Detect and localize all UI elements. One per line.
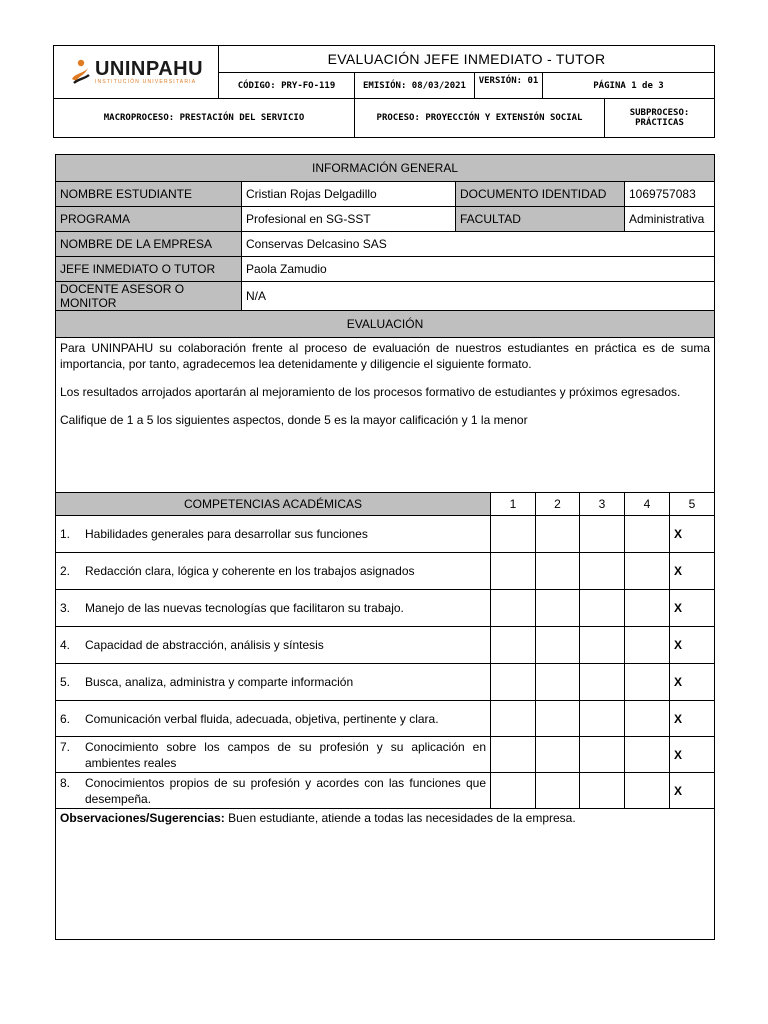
item-text: Conocimiento sobre los campos de su profesión y su aplicación en ambientes reales — [85, 739, 486, 770]
score-cell-2[interactable] — [536, 664, 580, 701]
document-value[interactable]: 1069757083 — [625, 182, 715, 207]
item-text: Capacidad de abstracción, análisis y síntesis — [85, 638, 324, 652]
logo — [54, 46, 219, 99]
score-cell-3[interactable] — [580, 664, 625, 701]
score-cell-1[interactable] — [491, 701, 536, 737]
logo-name: UNINPAHU — [94, 58, 204, 80]
score-cell-3[interactable] — [580, 553, 625, 590]
score-cell-2[interactable] — [536, 553, 580, 590]
faculty-value[interactable]: Administrativa — [625, 207, 715, 232]
score-cell-3[interactable] — [580, 773, 625, 809]
score-cell-2[interactable] — [536, 701, 580, 737]
scale-3-header: 3 — [580, 493, 625, 516]
score-cell-5[interactable]: X — [670, 553, 715, 590]
table-row — [56, 664, 715, 701]
item-number: 8. — [60, 775, 71, 790]
observations-value: Buen estudiante, atiende a todas las necesidades de la empresa. — [228, 811, 576, 825]
score-cell-4[interactable] — [625, 737, 670, 773]
logo-subtitle: INSTITUCIÓN UNIVERSITARIA — [94, 79, 197, 85]
item-number: 3. — [60, 601, 71, 615]
item-text: Habilidades generales para desarrollar sus funciones — [85, 527, 368, 541]
document-label: DOCUMENTO IDENTIDAD — [456, 182, 625, 207]
score-cell-1[interactable] — [491, 516, 536, 553]
observations-label: Observaciones/Sugerencias: — [60, 811, 225, 825]
score-cell-5[interactable]: X — [670, 590, 715, 627]
evaluation-instructions — [56, 338, 715, 493]
score-cell-1[interactable] — [491, 664, 536, 701]
boss-value[interactable]: Paola Zamudio — [242, 257, 715, 282]
program-label: PROGRAMA — [56, 207, 242, 232]
score-cell-4[interactable] — [625, 553, 670, 590]
item-number: 4. — [60, 638, 71, 652]
macroprocess: MACROPROCESO: PRESTACIÓN DEL SERVICIO — [54, 99, 355, 138]
score-cell-5[interactable]: X — [670, 737, 715, 773]
score-cell-5[interactable]: X — [670, 664, 715, 701]
scale-2-header: 2 — [536, 493, 580, 516]
item-number: 2. — [60, 564, 71, 578]
item-number: 5. — [60, 675, 71, 689]
score-cell-5[interactable]: X — [670, 773, 715, 809]
score-cell-2[interactable] — [536, 516, 580, 553]
competencies-title: COMPETENCIAS ACADÉMICAS — [56, 493, 491, 516]
scale-1-header: 1 — [491, 493, 536, 516]
advisor-value[interactable]: N/A — [242, 282, 715, 311]
program-value[interactable]: Profesional en SG-SST — [242, 207, 456, 232]
score-cell-1[interactable] — [491, 627, 536, 664]
item-text: Busca, analiza, administra y comparte información — [85, 675, 354, 689]
score-cell-5[interactable]: X — [670, 701, 715, 737]
item-text: Manejo de las nuevas tecnologías que facilitaron su trabajo. — [85, 601, 404, 615]
table-row — [56, 627, 715, 664]
student-label: NOMBRE ESTUDIANTE — [56, 182, 242, 207]
score-cell-1[interactable] — [491, 590, 536, 627]
company-label: NOMBRE DE LA EMPRESA — [56, 232, 242, 257]
score-cell-3[interactable] — [580, 590, 625, 627]
form-page: PÁGINA 1 de 3 — [543, 73, 715, 99]
company-value[interactable]: Conservas Delcasino SAS — [242, 232, 715, 257]
item-number: 1. — [60, 527, 71, 541]
table-row — [56, 516, 715, 553]
intro-paragraph-1: Para UNINPAHU su colaboración frente al proceso de evaluación de nuestros estudiantes en práctica es de suma importancia, por tanto, agradecemos lea detenidamente y diligencie el siguiente formato. — [60, 341, 711, 371]
evaluation-form — [55, 154, 715, 940]
score-cell-3[interactable] — [580, 516, 625, 553]
scale-4-header: 4 — [625, 493, 670, 516]
faculty-label: FACULTAD — [456, 207, 625, 232]
score-cell-4[interactable] — [625, 516, 670, 553]
item-text: Conocimientos propios de su profesión y acordes con las funciones que desempeña. — [85, 775, 486, 806]
table-row — [56, 553, 715, 590]
table-row — [56, 773, 715, 809]
score-cell-3[interactable] — [580, 737, 625, 773]
subprocess: SUBPROCESO: PRÁCTICAS — [605, 99, 715, 138]
form-emission: EMISIÓN: 08/03/2021 — [355, 73, 475, 99]
score-cell-4[interactable] — [625, 627, 670, 664]
document-header — [53, 45, 715, 138]
table-row — [56, 737, 715, 773]
form-code: CÓDIGO: PRY-FO-119 — [219, 73, 355, 99]
uninpahu-logo-icon — [69, 59, 91, 85]
score-cell-2[interactable] — [536, 590, 580, 627]
score-cell-3[interactable] — [580, 627, 625, 664]
score-cell-1[interactable] — [491, 553, 536, 590]
boss-label: JEFE INMEDIATO O TUTOR — [56, 257, 242, 282]
item-number: 7. — [60, 739, 71, 754]
score-cell-1[interactable] — [491, 737, 536, 773]
score-cell-4[interactable] — [625, 701, 670, 737]
score-cell-2[interactable] — [536, 773, 580, 809]
observations-field[interactable] — [56, 809, 715, 940]
process: PROCESO: PROYECCIÓN Y EXTENSIÓN SOCIAL — [355, 99, 605, 138]
evaluation-title: EVALUACIÓN — [56, 311, 715, 338]
score-cell-5[interactable]: X — [670, 516, 715, 553]
form-version: VERSIÓN: 01 — [475, 73, 543, 99]
item-number: 6. — [60, 711, 71, 726]
score-cell-4[interactable] — [625, 590, 670, 627]
score-cell-4[interactable] — [625, 664, 670, 701]
general-info-title: INFORMACIÓN GENERAL — [56, 155, 715, 182]
score-cell-2[interactable] — [536, 737, 580, 773]
score-cell-1[interactable] — [491, 773, 536, 809]
scale-5-header: 5 — [670, 493, 715, 516]
intro-paragraph-3: Califique de 1 a 5 los siguientes aspectos, donde 5 es la mayor calificación y 1 la menor — [60, 413, 528, 427]
score-cell-3[interactable] — [580, 701, 625, 737]
advisor-label: DOCENTE ASESOR O MONITOR — [56, 282, 242, 311]
item-text: Redacción clara, lógica y coherente en los trabajos asignados — [85, 564, 415, 578]
score-cell-4[interactable] — [625, 773, 670, 809]
intro-paragraph-2: Los resultados arrojados aportarán al mejoramiento de los procesos formativo de estudiantes y próximos egresados. — [60, 385, 681, 399]
form-title: EVALUACIÓN JEFE INMEDIATO - TUTOR — [219, 46, 715, 73]
item-text: Comunicación verbal fluida, adecuada, objetiva, pertinente y clara. — [85, 711, 439, 726]
student-value[interactable]: Cristian Rojas Delgadillo — [242, 182, 456, 207]
score-cell-2[interactable] — [536, 627, 580, 664]
table-row — [56, 701, 715, 737]
table-row — [56, 590, 715, 627]
score-cell-5[interactable]: X — [670, 627, 715, 664]
